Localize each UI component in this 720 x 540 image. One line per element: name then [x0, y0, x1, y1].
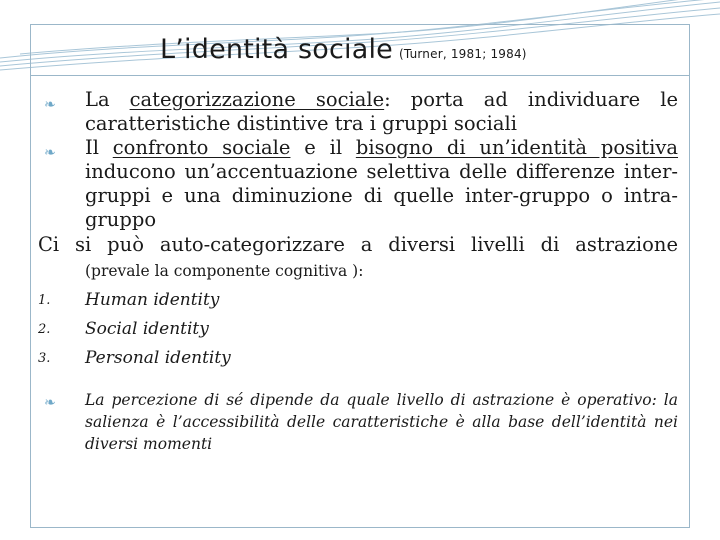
key-term: confronto sociale: [112, 136, 291, 159]
bullet-paragraph: [38, 88, 678, 136]
leaf-bullet-icon: ❧: [44, 395, 56, 411]
list-item: [38, 286, 678, 315]
bullet-text: : porta ad individuare le caratteristiche distintive tra i gruppi sociali: [85, 88, 678, 135]
bullet-text: inducono un’accentuazione selettiva delle differenze inter-gruppi e una diminuzione di quelle inter-gruppo o intra-gruppo: [85, 160, 678, 231]
bullet-text: La: [85, 88, 130, 111]
slide-body: [38, 88, 678, 455]
abstraction-line: Ci si può auto-categorizzare a diversi livelli di astrazione: [38, 233, 678, 256]
list-label: Social identity: [85, 319, 209, 339]
bullet-text: Il: [85, 136, 113, 159]
list-label: Personal identity: [85, 348, 231, 368]
title-citation: (Turner, 1981; 1984): [398, 47, 527, 61]
key-term: bisogno di un’identità positiva: [355, 136, 679, 159]
identity-levels-list: [38, 286, 678, 373]
page-title: [160, 34, 527, 65]
bullet-paragraph: [38, 136, 678, 232]
note-text: La percezione di sé dipende da quale livello di astrazione è operativo: la salienza è l’accessibilità delle caratteristiche è alla base dell’identità nei diversi momenti: [85, 391, 678, 453]
list-item: [38, 315, 678, 344]
abstraction-subtitle: (prevale la componente cognitiva ):: [85, 262, 364, 280]
title-main: L’identità sociale: [160, 34, 393, 65]
key-term: categorizzazione sociale: [129, 88, 385, 111]
list-label: Human identity: [85, 290, 220, 310]
list-number: 1.: [38, 293, 51, 308]
bullet-text: e il: [290, 136, 356, 159]
leaf-bullet-icon: ❧: [44, 145, 56, 161]
note-paragraph: [38, 389, 678, 455]
list-number: 2.: [38, 322, 51, 337]
leaf-bullet-icon: ❧: [44, 97, 56, 113]
list-item: [38, 344, 678, 373]
list-number: 3.: [38, 351, 51, 366]
